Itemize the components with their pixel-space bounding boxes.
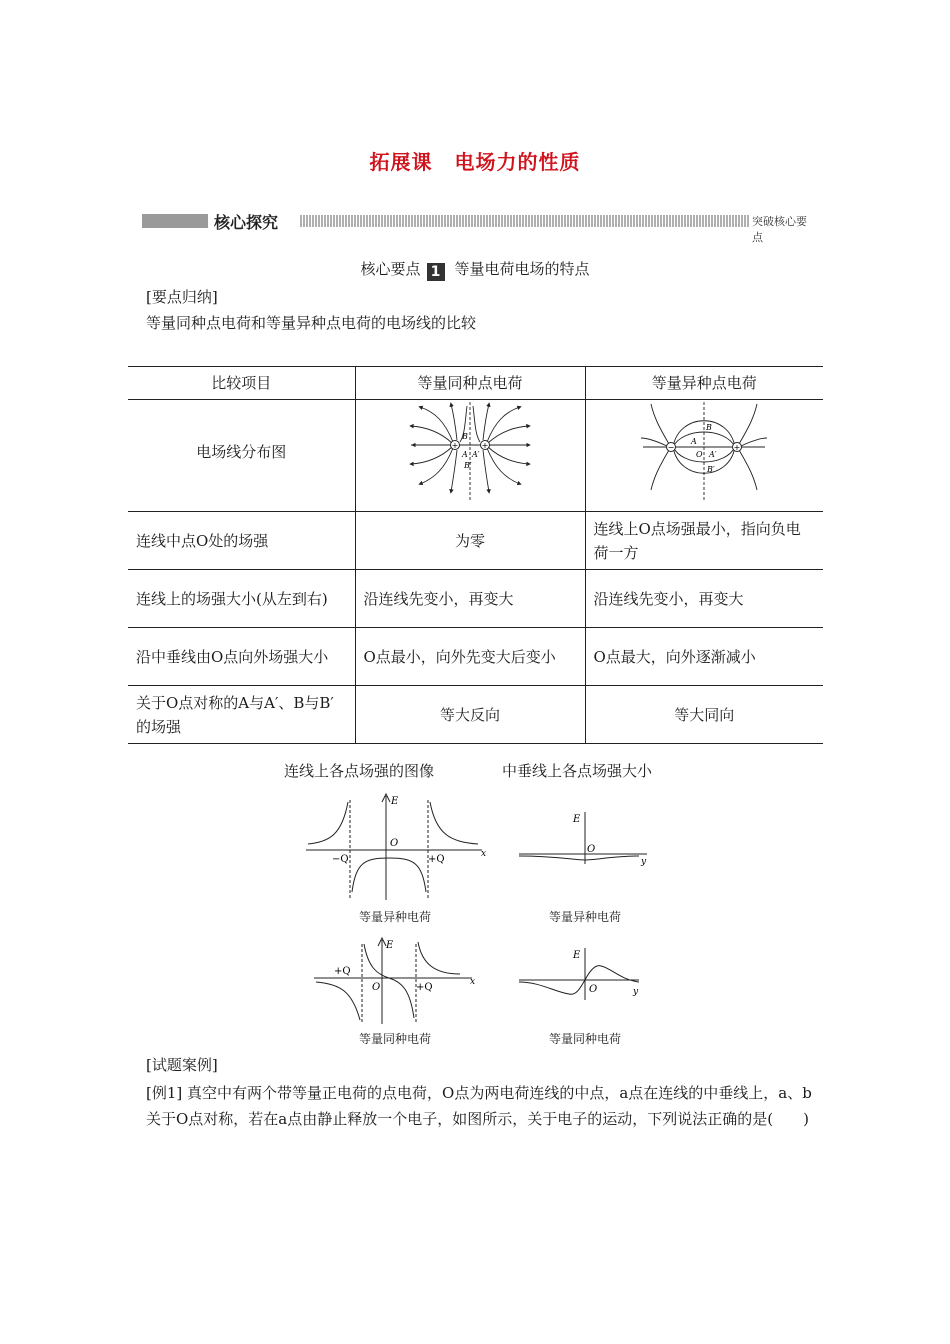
svg-text:+: + <box>451 441 459 450</box>
banner-bar <box>142 214 208 228</box>
label-b: B <box>706 423 713 432</box>
section-summary: [要点归纳] <box>146 288 218 306</box>
graph-same-perp <box>515 944 655 1004</box>
axis-e-label: E <box>391 796 399 807</box>
table-cell: 连线上O点场强最小，指向负电荷一方 <box>585 512 823 570</box>
label-a: A <box>462 450 468 459</box>
axis-e-label: E <box>386 940 394 951</box>
table-cell: 沿连线先变小，再变大 <box>585 570 823 628</box>
graph-opposite-perp <box>515 808 655 868</box>
table-row <box>128 400 823 512</box>
label-ap: A′ <box>709 450 717 459</box>
caption-same-1: 等量同种电荷 <box>358 1032 431 1046</box>
caption-opposite-1: 等量异种电荷 <box>358 910 431 924</box>
axis-y-label: y <box>633 987 639 997</box>
svg-text:+: + <box>733 443 741 452</box>
table-cell: O点最小，向外先变大后变小 <box>355 628 585 686</box>
origin-label: O <box>390 838 399 849</box>
label-b: B <box>462 432 468 441</box>
table-cell: 等大同向 <box>585 686 823 744</box>
pos-q-label: +Q <box>428 854 445 865</box>
origin-label: O <box>372 982 381 993</box>
label-bp: B′ <box>464 461 472 470</box>
table-row <box>128 367 823 400</box>
table-cell: 为零 <box>355 512 585 570</box>
caption-opposite-2: 等量异种电荷 <box>548 910 621 924</box>
axis-x-label: x <box>481 849 487 859</box>
origin-label: O <box>589 984 598 995</box>
table-row <box>128 628 823 686</box>
label-bp: B′ <box>707 465 715 474</box>
axis-x-label: x <box>470 977 476 987</box>
core-point-number: 1 <box>427 263 445 281</box>
table-header: 比较项目 <box>128 367 355 400</box>
table-cell: 沿中垂线由O点向外场强大小 <box>128 628 355 686</box>
field-diagram-same <box>355 400 585 512</box>
label-ap: A′ <box>472 450 480 459</box>
label-o: O <box>696 450 703 459</box>
table-cell: 电场线分布图 <box>128 400 355 512</box>
table-row <box>128 512 823 570</box>
core-point-label: 核心要点 <box>360 260 421 278</box>
table-header: 等量异种点电荷 <box>585 367 823 400</box>
neg-q-label: −Q <box>332 854 349 865</box>
svg-text:+: + <box>481 441 489 450</box>
banner-label-right: 突破核心要点 <box>750 213 814 245</box>
axis-e-label: E <box>573 950 581 961</box>
table-cell: O点最大，向外逐渐减小 <box>585 628 823 686</box>
title-part2: 电场力的性质 <box>454 150 581 174</box>
core-point-heading <box>0 258 950 281</box>
table-header: 等量同种点电荷 <box>355 367 585 400</box>
table-cell: 沿连线先变小，再变大 <box>355 570 585 628</box>
table-cell: 连线上的场强大小(从左到右) <box>128 570 355 628</box>
section-banner <box>142 210 814 244</box>
pos-q-label: +Q <box>334 966 351 977</box>
graph-header-left: 连线上各点场强的图像 <box>284 762 435 780</box>
intro-text: 等量同种点电荷和等量异种点电荷的电场线的比较 <box>146 314 477 332</box>
graph-opposite-line <box>300 792 490 902</box>
table-row <box>128 570 823 628</box>
graph-same-line <box>310 936 480 1026</box>
table-cell: 连线中点O处的场强 <box>128 512 355 570</box>
page-title <box>0 146 950 175</box>
table-cell: 关于O点对称的A与A′、B与B′的场强 <box>128 686 355 744</box>
field-lines-opposite-diagram <box>639 402 769 502</box>
title-part1: 拓展课 <box>369 150 433 174</box>
example-1-text: [例1] 真空中有两个带等量正电荷的点电荷，O点为两电荷连线的中点，a点在连线的中垂线上，a、b关于O点对称，若在a点由静止释放一个电子，如图所示，关于电子的运动，下列说法正确的是( ) <box>146 1084 812 1128</box>
axis-y-label: y <box>641 857 647 867</box>
graph-header-right: 中垂线上各点场强大小 <box>502 762 653 780</box>
axis-e-label: E <box>573 814 581 825</box>
svg-text:−: − <box>667 443 675 452</box>
field-lines-same-diagram <box>405 402 535 502</box>
banner-stripe <box>300 215 750 227</box>
table-row <box>128 686 823 744</box>
table-cell: 等大反向 <box>355 686 585 744</box>
pos-q-label: +Q <box>416 982 433 993</box>
section-examples: [试题案例] <box>146 1056 218 1074</box>
comparison-table <box>128 366 823 744</box>
origin-label: O <box>587 844 596 855</box>
banner-label: 核心探究 <box>214 213 279 232</box>
core-point-topic: 等量电荷电场的特点 <box>454 260 590 278</box>
caption-same-2: 等量同种电荷 <box>548 1032 621 1046</box>
label-a: A <box>691 437 698 446</box>
field-diagram-opposite <box>585 400 823 512</box>
